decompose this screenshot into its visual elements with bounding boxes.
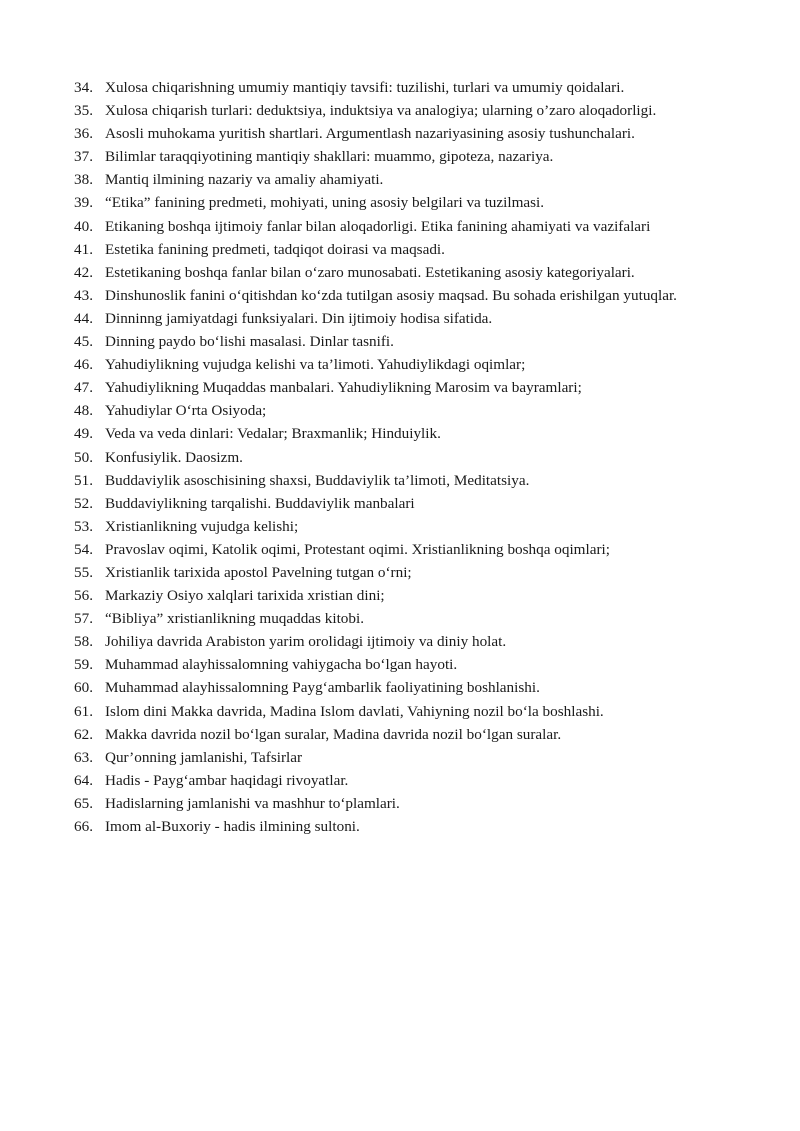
item-text: Muhammad alayhissalomning vahiygacha bo‘lgan hayoti. [105, 656, 458, 674]
item-text: Xristianlik tarixida apostol Pavelning tutgan o‘rni; [105, 563, 412, 581]
item-text: Veda va veda dinlari: Vedalar; Braxmanlik; Hinduiylik. [105, 425, 441, 443]
item-number: 46. [74, 356, 93, 374]
item-number: 59. [74, 656, 93, 674]
item-text: Yahudiylikning vujudga kelishi va ta’limoti. Yahudiylikdagi oqimlar; [105, 356, 526, 374]
list-item [74, 399, 762, 422]
item-text: Hadislarning jamlanishi va mashhur to‘plamlari. [105, 794, 400, 812]
item-number: 54. [74, 540, 93, 558]
list-item [74, 792, 762, 815]
question-list [74, 76, 762, 838]
item-number: 53. [74, 517, 93, 535]
item-text: Konfusiylik. Daosizm. [105, 448, 243, 466]
item-number: 37. [74, 148, 93, 166]
item-number: 41. [74, 240, 93, 258]
item-text: Markaziy Osiyo xalqlari tarixida xristian dini; [105, 587, 385, 605]
list-item [74, 330, 762, 353]
item-text: Qur’onning jamlanishi, Tafsirlar [105, 748, 303, 766]
item-number: 58. [74, 633, 93, 651]
item-number: 64. [74, 771, 93, 789]
list-item [74, 99, 762, 122]
item-text: Buddaviylikning tarqalishi. Buddaviylik manbalari [105, 494, 415, 512]
item-text: Yahudiylar O‘rta Osiyoda; [105, 402, 267, 420]
list-item [74, 122, 762, 145]
list-item [74, 746, 762, 769]
item-text: Xulosa chiqarishning umumiy mantiqiy tavsifi: tuzilishi, turlari va umumiy qoidalari. [105, 79, 625, 96]
item-text: Estetika fanining predmeti, tadqiqot doirasi va maqsadi. [105, 240, 445, 258]
item-text: Xristianlikning vujudga kelishi; [105, 517, 299, 535]
item-text: “Bibliya” xristianlikning muqaddas kitobi. [105, 610, 364, 628]
item-number: 36. [74, 125, 93, 143]
item-text: Estetikaning boshqa fanlar bilan o‘zaro munosabati. Estetikaning asosiy kategoriyalari. [105, 263, 635, 281]
item-number: 66. [74, 818, 93, 835]
item-number: 45. [74, 333, 93, 351]
item-number: 42. [74, 263, 93, 281]
list-item [74, 215, 762, 238]
item-text: Buddaviylik asoschisining shaxsi, Buddaviylik ta’limoti, Meditatsiya. [105, 471, 530, 489]
list-item [74, 238, 762, 261]
item-text: Etikaning boshqa ijtimoiy fanlar bilan aloqadorligi. Etika fanining ahamiyati va vazifalari [105, 217, 651, 235]
list-item [74, 145, 762, 168]
item-text: Dinshunoslik fanini o‘qitishdan ko‘zda tutilgan asosiy maqsad. Bu sohada erishilgan yutuqlar. [105, 286, 677, 304]
list-item [74, 284, 762, 307]
item-number: 38. [74, 171, 93, 189]
item-text: Bilimlar taraqqiyotining mantiqiy shakllari: muammo, gipoteza, nazariya. [105, 148, 554, 166]
item-number: 56. [74, 587, 93, 605]
item-number: 65. [74, 794, 93, 812]
item-text: Dinninng jamiyatdagi funksiyalari. Din ijtimoiy hodisa sifatida. [105, 309, 493, 327]
item-text: Asosli muhokama yuritish shartlari. Argumentlash nazariyasining asosiy tushunchalari. [105, 125, 635, 143]
item-number: 61. [74, 702, 93, 720]
item-number: 63. [74, 748, 93, 766]
item-number: 35. [74, 102, 93, 120]
list-item [74, 76, 762, 99]
item-number: 52. [74, 494, 93, 512]
list-item [74, 168, 762, 191]
item-text: Johiliya davrida Arabiston yarim orolidagi ijtimoiy va diniy holat. [105, 633, 507, 651]
list-item [74, 723, 762, 746]
list-item [74, 630, 762, 653]
list-item [74, 307, 762, 330]
item-text: Makka davrida nozil bo‘lgan suralar, Madina davrida nozil bo‘lgan suralar. [105, 725, 562, 743]
item-number: 49. [74, 425, 93, 443]
item-number: 48. [74, 402, 93, 420]
list-item [74, 261, 762, 284]
list-item [74, 515, 762, 538]
item-number: 55. [74, 563, 93, 581]
item-text: Islom dini Makka davrida, Madina Islom davlati, Vahiyning nozil bo‘la boshlashi. [105, 702, 604, 720]
list-item [74, 561, 762, 584]
item-number: 40. [74, 217, 93, 235]
item-text: Hadis - Payg‘ambar haqidagi rivoyatlar. [105, 771, 349, 789]
list-item [74, 422, 762, 445]
list-item [74, 815, 762, 838]
list-item [74, 492, 762, 515]
item-text: “Etika” fanining predmeti, mohiyati, uning asosiy belgilari va tuzilmasi. [105, 194, 545, 212]
list-item [74, 700, 762, 723]
list-item [74, 676, 762, 699]
item-number: 43. [74, 286, 93, 304]
item-text: Dinning paydo bo‘lishi masalasi. Dinlar tasnifi. [105, 333, 394, 351]
item-number: 50. [74, 448, 93, 466]
item-text: Imom al-Buxoriy - hadis ilmining sultoni. [105, 818, 360, 835]
list-item [74, 584, 762, 607]
item-number: 60. [74, 679, 93, 697]
list-item [74, 653, 762, 676]
item-text: Xulosa chiqarish turlari: deduktsiya, induktsiya va analogiya; ularning o’zaro aloqadorligi. [105, 102, 657, 120]
item-number: 57. [74, 610, 93, 628]
list-item [74, 607, 762, 630]
list-item [74, 469, 762, 492]
list-item [74, 769, 762, 792]
item-number: 47. [74, 379, 93, 397]
list-item [74, 538, 762, 561]
item-text: Muhammad alayhissalomning Payg‘ambarlik faoliyatining boshlanishi. [105, 679, 540, 697]
list-item [74, 191, 762, 214]
list-item [74, 446, 762, 469]
list-item [74, 353, 762, 376]
item-text: Yahudiylikning Muqaddas manbalari. Yahudiylikning Marosim va bayramlari; [105, 379, 582, 397]
item-text: Pravoslav oqimi, Katolik oqimi, Protestant oqimi. Xristianlikning boshqa oqimlari; [105, 540, 610, 558]
item-number: 39. [74, 194, 93, 212]
item-number: 62. [74, 725, 93, 743]
item-number: 51. [74, 471, 93, 489]
item-number: 44. [74, 309, 93, 327]
item-text: Mantiq ilmining nazariy va amaliy ahamiyati. [105, 171, 384, 189]
item-number: 34. [74, 79, 93, 96]
list-item [74, 376, 762, 399]
